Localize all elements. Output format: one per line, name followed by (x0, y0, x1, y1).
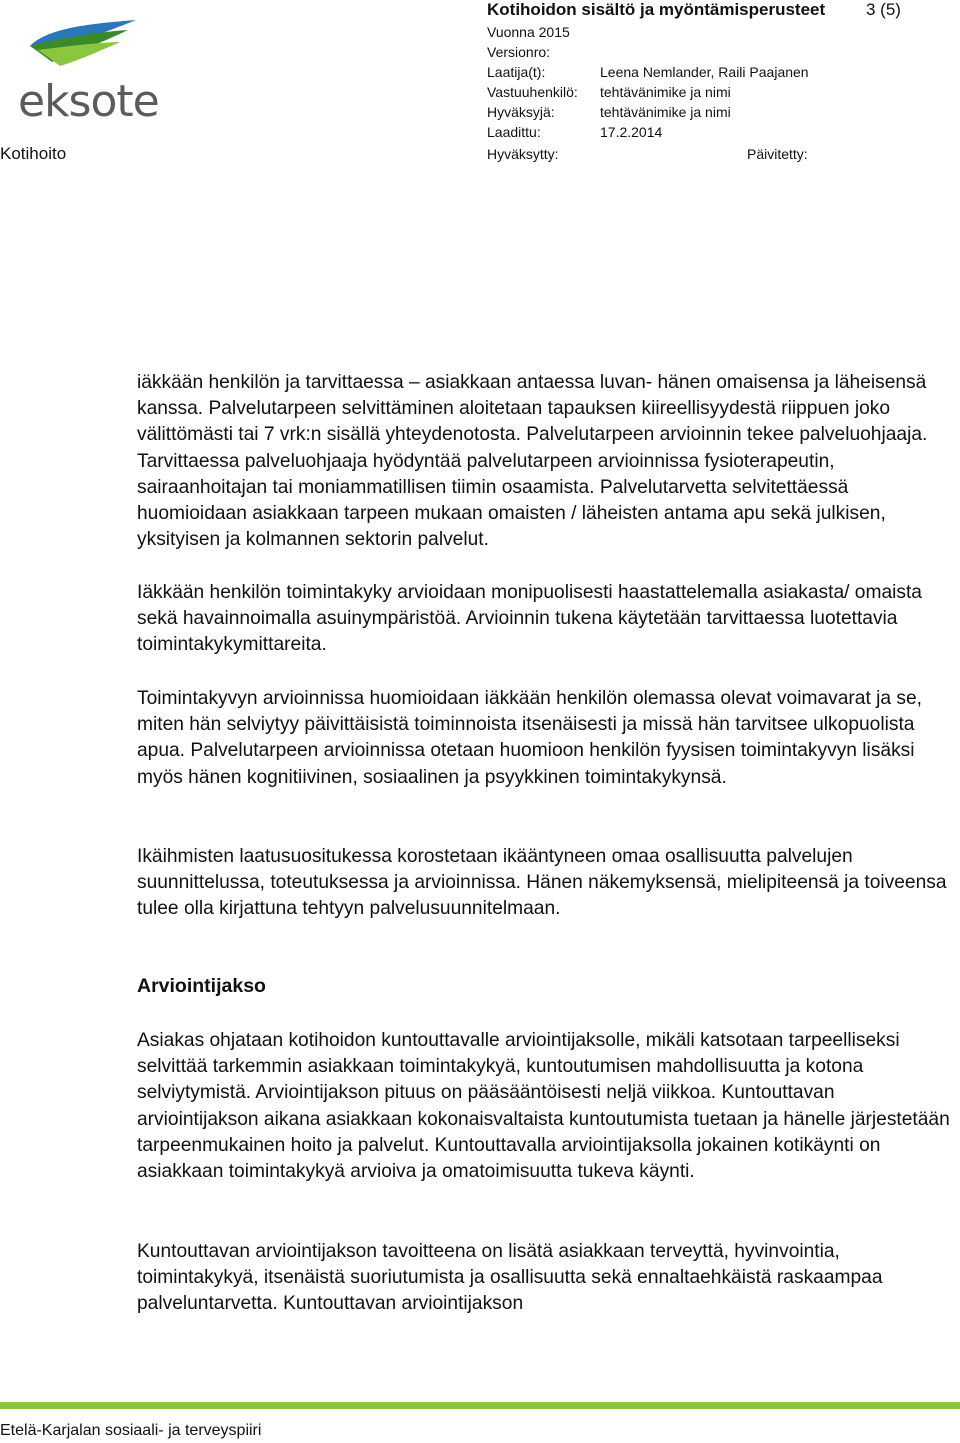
body-paragraph-1 (137, 370, 952, 553)
body-paragraph-3 (137, 686, 952, 791)
meta-approved-label: Hyväksytty: (487, 146, 559, 162)
paragraph-text: Kuntouttavan arviointijakson tavoitteena on lisätä asiakkaan terveyttä, hyvinvointia, toimintakykyä, itsenäistä suoriutumista ja osallisuutta sekä ennaltaehkäistä raskaampaa palveluntarvetta. Kuntouttavan arviointijakson (137, 1241, 883, 1315)
meta-author-value: Leena Nemlander, Raili Paajanen (600, 64, 809, 80)
meta-updated-label: Päivitetty: (747, 146, 808, 162)
body-paragraph-4 (137, 844, 952, 923)
body-paragraph-5 (137, 1028, 952, 1185)
footer-organization: Etelä-Karjalan sosiaali- ja terveyspiiri (0, 1422, 262, 1439)
body-paragraph-2 (137, 580, 952, 659)
section-heading: Arviointijakso (137, 975, 266, 997)
paragraph-text: Iäkkään henkilön toimintakyky arvioidaan monipuolisesti haastattelemalla asiakasta/ omaista sekä havainnoimalla asuinympäristöä. Arvioinnin tukena käytetään tarvittaessa luotettavia toimintakykymittareita. (137, 582, 922, 656)
logo-swoosh-icon (8, 18, 168, 78)
document-title: Kotihoidon sisältö ja myöntämisperusteet (487, 0, 826, 19)
meta-responsible-label: Vastuuhenkilö: (487, 84, 578, 100)
paragraph-text: Toimintakyvyn arvioinnissa huomioidaan iäkkään henkilön olemassa olevat voimavarat ja se, miten hän selviytyy päivittäisistä toiminnoista itsenäisesti ja missä hän tarvitsee ulkopuolista apua. Palvelutarpeen arvioinnissa otetaan huomioon henkilön fyysisen toimintakyvyn lisäksi myös hänen kognitiivinen, sosiaalinen ja psyykkinen toimintakykynsä. (137, 688, 922, 788)
meta-created-value: 17.2.2014 (600, 124, 663, 140)
logo-text: eksote (18, 76, 159, 127)
meta-version-label: Versionro: (487, 44, 551, 60)
page-number: 3 (5) (866, 0, 901, 19)
paragraph-text: Asiakas ohjataan kotihoidon kuntouttavalle arviointijaksolle, mikäli katsotaan tarpeelliseksi selvittää tarkemmin asiakkaan toimintakykyä, kuntoutumisen mahdollisuutta ja kotona selviytymistä. Arviointijakson pituus on pääsääntöisesti neljä viikkoa. Kuntouttavan arviointijakson aikana asiakkaan kokonaisvaltaista kuntoutumista tuetaan ja hänelle järjestetään tarpeenmukainen hoito ja palvelut. Kuntouttavalla arviointijaksolla jokainen kotikäynti on asiakkaan toimintakykyä arvioiva ja omatoimisuutta tukeva käynti. (137, 1030, 950, 1183)
meta-responsible-value: tehtävänimike ja nimi (600, 84, 731, 100)
eksote-logo (8, 18, 168, 127)
meta-approver-label: Hyväksyjä: (487, 104, 555, 120)
meta-year: Vuonna 2015 (487, 24, 570, 40)
body-paragraph-6 (137, 1239, 952, 1318)
meta-approver-value: tehtävänimike ja nimi (600, 104, 731, 120)
meta-created-label: Laadittu: (487, 124, 541, 140)
department-label: Kotihoito (0, 144, 67, 163)
footer-bar (0, 1402, 960, 1409)
paragraph-text: Ikäihmisten laatusuositukessa korostetaan ikääntyneen omaa osallisuutta palvelujen suunnittelussa, toteutuksessa ja arvioinnissa. Hänen näkemyksensä, mielipiteensä ja toiveensa tulee olla kirjattuna tehtyyn palvelusuunnitelmaan. (137, 846, 947, 920)
paragraph-text: iäkkään henkilön ja tarvittaessa – asiakkaan antaessa luvan- hänen omaisensa ja läheisensä kanssa. Palvelutarpeen selvittäminen aloitetaan tapauksen kiireellisyydestä riippuen joko välittömästi tai 7 vrk:n sisällä yhteydenotosta. Palvelutarpeen arvioinnin tekee palveluohjaaja. Tarvittaessa palveluohjaaja hyödyntää palvelutarpeen arvioinnissa fysioterapeutin, sairaanhoitajan tai moniammatillisen tiimin osaamista. Palvelutarvetta selvitettäessä huomioidaan asiakkaan tarpeen mukaan omaisten / läheisten antama apu sekä julkisen, yksityisen ja kolmannen sektorin palvelut. (137, 372, 928, 551)
meta-author-label: Laatija(t): (487, 64, 546, 80)
